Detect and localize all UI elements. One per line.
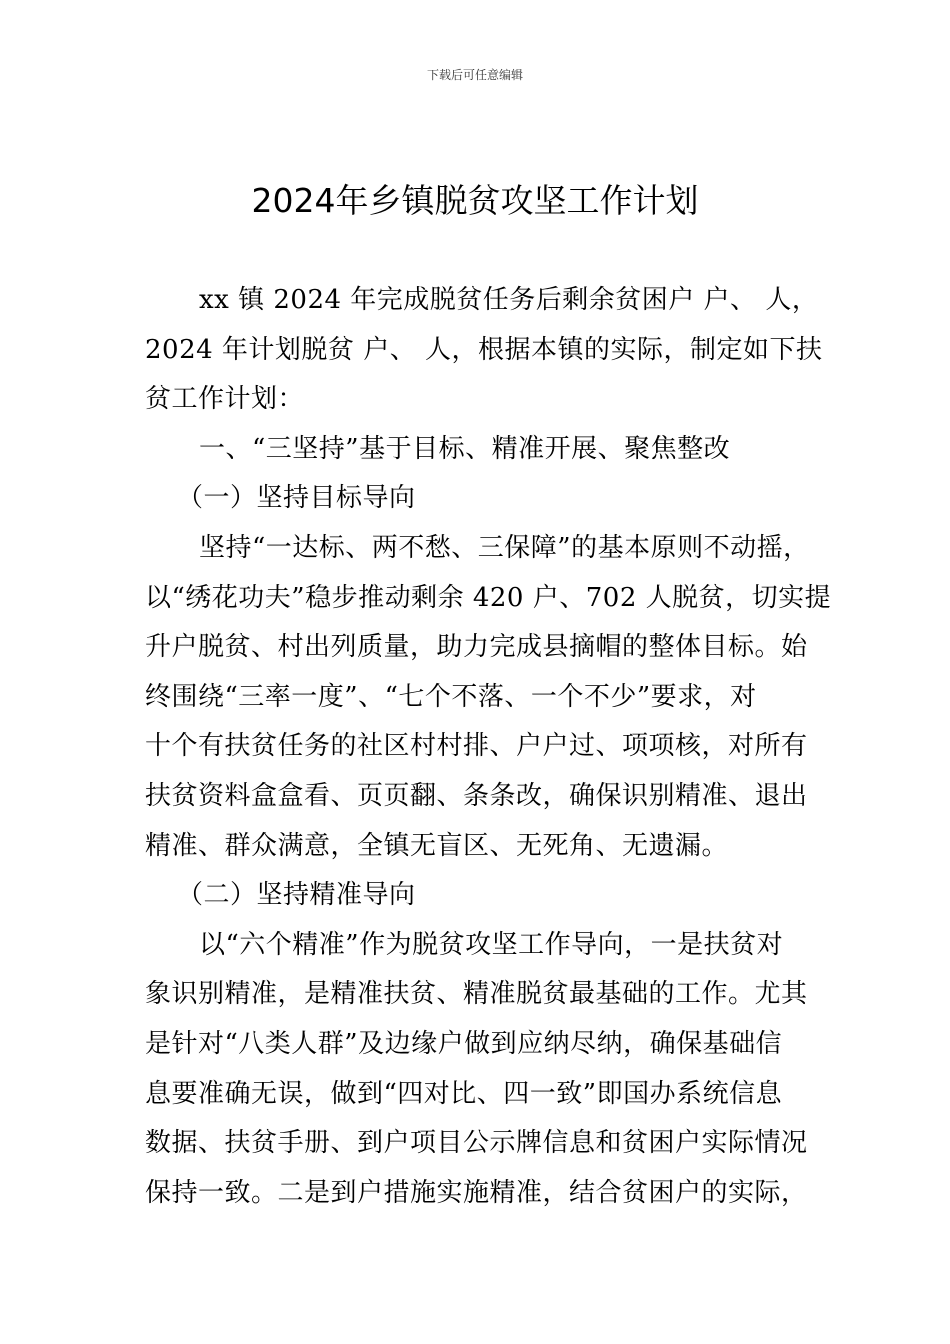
paragraph-line: 精准、群众满意，全镇无盲区、无死角、无遗漏。 <box>145 830 729 861</box>
paragraph-line: 十个有扶贫任务的社区村村排、户户过、项项核，对所有 <box>145 731 808 762</box>
paragraph-line: 2024 年计划脱贫 户、 人，根据本镇的实际，制定如下扶 <box>145 334 823 365</box>
document-body <box>145 276 832 1218</box>
section-heading: 一、“三坚持”基于目标、精准开展、聚焦整改 <box>199 433 731 464</box>
paragraph-line: 坚持“一达标、两不愁、三保障”的基本原则不动摇， <box>199 532 810 563</box>
paragraph-line: 以“绣花功夫”稳步推动剩余 420 户、702 人脱贫，切实提 <box>145 582 832 613</box>
paragraph-line: 保持一致。二是到户措施实施精准，结合贫困户的实际， <box>145 1177 808 1208</box>
paragraph-line: 升户脱贫、村出列质量，助力完成县摘帽的整体目标。始 <box>145 632 808 663</box>
paragraph-line: 是针对“八类人群”及边缘户做到应纳尽纳，确保基础信 <box>145 1028 783 1059</box>
subsection-heading: （二）坚持精准导向 <box>177 880 416 911</box>
paragraph-line: 数据、扶贫手册、到户项目公示牌信息和贫困户实际情况 <box>145 1128 808 1159</box>
paragraph-line: 象识别精准，是精准扶贫、精准脱贫最基础的工作。尤其 <box>145 979 808 1010</box>
document-title: 2024年乡镇脱贫攻坚工作计划 <box>251 181 699 220</box>
paragraph-line: 息要准确无误，做到“四对比、四一致”即国办系统信息 <box>145 1078 783 1109</box>
subsection-heading: （一）坚持目标导向 <box>177 483 416 514</box>
paragraph-line: 扶贫资料盒盒看、页页翻、条条改，确保识别精准、退出 <box>145 780 808 811</box>
paragraph-line: 以“六个精准”作为脱贫攻坚工作导向，一是扶贫对 <box>199 929 784 960</box>
paragraph-line: 贫工作计划： <box>145 384 305 415</box>
paragraph-line: 终围绕“三率一度”、“七个不落、一个不少”要求，对 <box>145 681 757 712</box>
header-note: 下载后可任意编辑 <box>426 68 523 82</box>
paragraph-line: xx 镇 2024 年完成脱贫任务后剩余贫困户 户、 人， <box>199 285 819 315</box>
